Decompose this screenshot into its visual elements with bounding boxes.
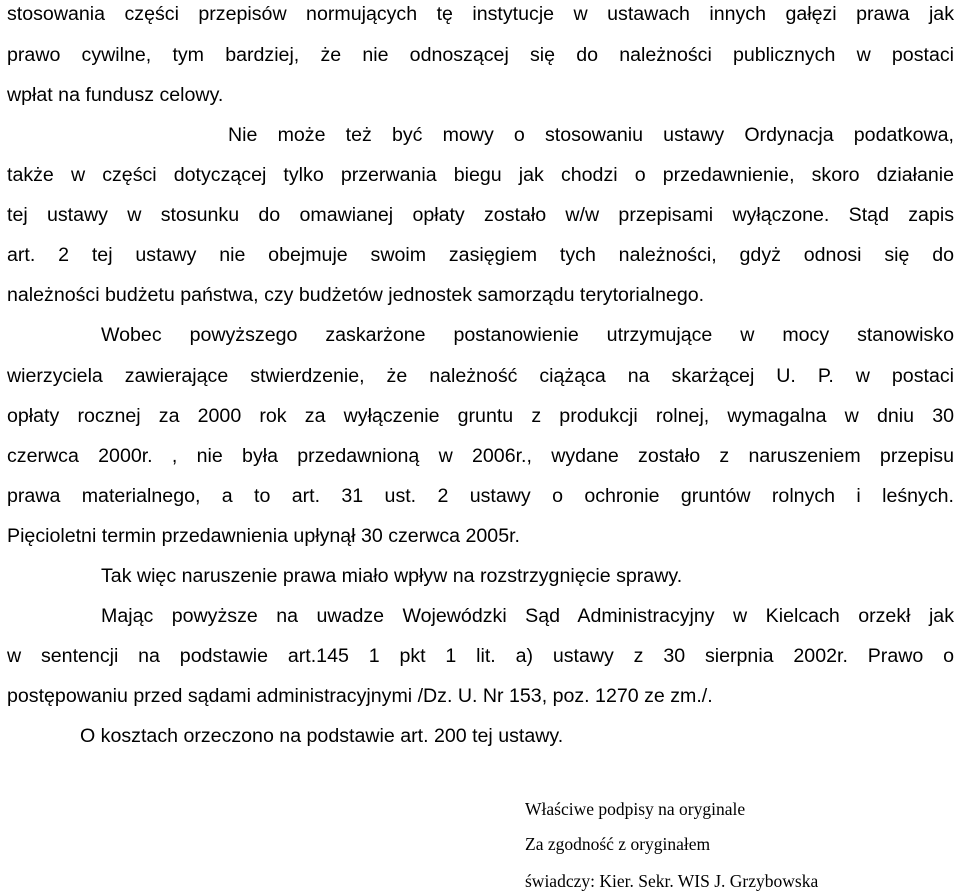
text-line: prawo cywilne, tym bardziej, że nie odnoszącej się do należności publicznych w postaci [7,44,954,66]
signature-note: Właściwe podpisy na oryginale [525,799,746,819]
paragraph-start-line: O kosztach orzeczono na podstawie art. 200 tej ustawy. [80,725,564,747]
paragraph-start-line: Tak więc naruszenie prawa miało wpływ na rozstrzygnięcie sprawy. [101,565,683,587]
text-line: wierzyciela zawierające stwierdzenie, że należność ciążąca na skarżącej U. P. w postaci [7,365,954,387]
text-line: postępowaniu przed sądami administracyjnymi /Dz. U. Nr 153, poz. 1270 ze zm./. [7,685,713,707]
text-line: wpłat na fundusz celowy. [7,84,224,106]
text-line: art. 2 tej ustawy nie obejmuje swoim zasięgiem tych należności, gdyż odnosi się do [7,244,954,266]
text-line: czerwca 2000r. , nie była przedawnioną w 2006r., wydane zostało z naruszeniem przepisu [7,445,954,467]
text-line: także w części dotyczącej tylko przerwania biegu jak chodzi o przedawnienie, skoro działanie [7,164,954,186]
paragraph-start-line: Wobec powyższego zaskarżone postanowienie utrzymujące w mocy stanowisko [101,324,954,346]
text-line: tej ustawy w stosunku do omawianej opłaty zostało w/w przepisami wyłączone. Stąd zapis [7,204,954,226]
text-line: opłaty rocznej za 2000 rok za wyłączenie gruntu z produkcji rolnej, wymagalna w dniu 30 [7,405,954,427]
paragraph-start-line: Mając powyższe na uwadze Wojewódzki Sąd Administracyjny w Kielcach orzekł jak [101,605,954,627]
text-line: prawa materialnego, a to art. 31 ust. 2 ustawy o ochronie gruntów rolnych i leśnych. [7,485,954,507]
paragraph-start-line: Nie może też być mowy o stosowaniu ustawy Ordynacja podatkowa, [228,124,954,146]
certification-note: Za zgodność z oryginałem [525,834,711,854]
text-line: w sentencji na podstawie art.145 1 pkt 1 lit. a) ustawy z 30 sierpnia 2002r. Prawo o [7,645,954,667]
certifier-name: świadczy: Kier. Sekr. WIS J. Grzybowska [525,871,819,891]
text-line: należności budżetu państwa, czy budżetów jednostek samorządu terytorialnego. [7,284,705,306]
text-line: stosowania części przepisów normujących tę instytucje w ustawach innych gałęzi prawa jak [7,3,954,25]
text-line: Pięcioletni termin przedawnienia upłynął 30 czerwca 2005r. [7,525,520,547]
